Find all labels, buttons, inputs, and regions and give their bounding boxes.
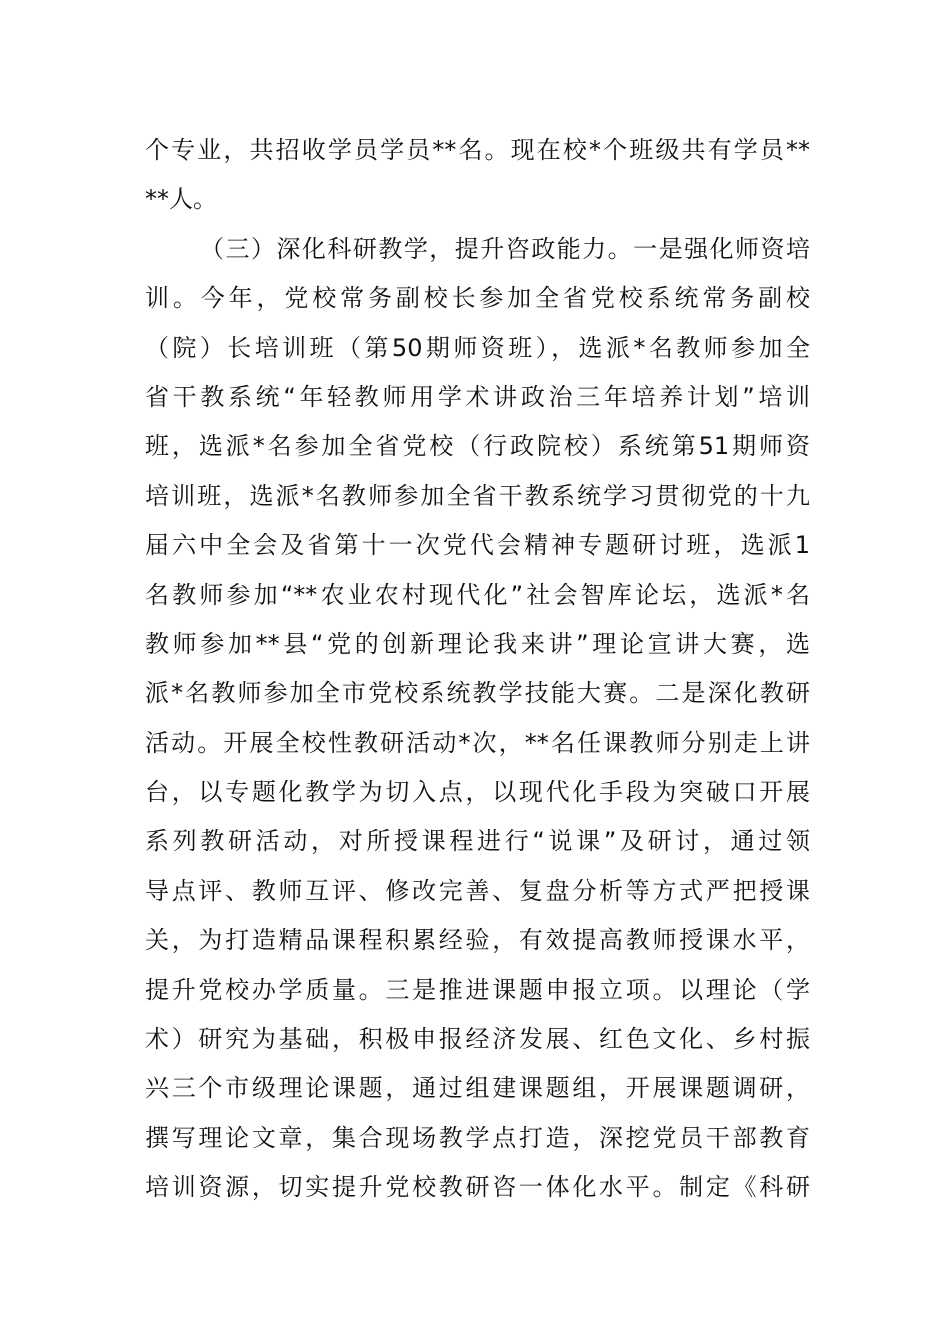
text-line: （院）长培训班（第50期师资班），选派*名教师参加全 (145, 333, 810, 362)
text-line: 提升党校办学质量。三是推进课题申报立项。以理论（学 (145, 975, 810, 1004)
text-line: 班，选派*名参加全省党校（行政院校）系统第51期师资 (145, 432, 810, 461)
text-line: 导点评、教师互评、修改完善、复盘分析等方式严把授课 (145, 876, 810, 905)
section-heading-line: （三）深化科研教学，提升咨政能力。一是强化师资培 (200, 234, 810, 263)
text-line: 关，为打造精品课程积累经验，有效提高教师授课水平， (145, 926, 810, 955)
text-line: 教师参加**县“党的创新理论我来讲”理论宣讲大赛，选 (145, 629, 810, 658)
text-line: 台，以专题化教学为切入点，以现代化手段为突破口开展 (145, 778, 810, 807)
text-line: 活动。开展全校性教研活动*次，**名任课教师分别走上讲 (145, 728, 810, 757)
text-line: 培训资源，切实提升党校教研咨一体化水平。制定《科研 (145, 1173, 810, 1202)
text-line: 名教师参加“**农业农村现代化”社会智库论坛，选派*名 (145, 580, 810, 609)
text-line: 兴三个市级理论课题，通过组建课题组，开展课题调研， (145, 1074, 810, 1103)
text-line: 系列教研活动，对所授课程进行“说课”及研讨，通过领 (145, 827, 810, 856)
text-line: 术）研究为基础，积极申报经济发展、红色文化、乡村振 (145, 1025, 810, 1054)
text-line: 届六中全会及省第十一次党代会精神专题研讨班，选派1 (145, 531, 810, 560)
text-line: 训。今年，党校常务副校长参加全省党校系统常务副校 (145, 284, 810, 313)
text-line: 派*名教师参加全市党校系统教学技能大赛。二是深化教研 (145, 679, 810, 708)
text-line: 个专业，共招收学员学员**名。现在校*个班级共有学员** (145, 136, 810, 164)
text-line: **人。 (145, 185, 217, 214)
document-body (145, 128, 810, 1215)
text-line: 培训班，选派*名教师参加全省干教系统学习贯彻党的十九 (145, 481, 810, 510)
text-line: 省干教系统“年轻教师用学术讲政治三年培养计划”培训 (145, 382, 810, 411)
text-line: 撰写理论文章，集合现场教学点打造，深挖党员干部教育 (145, 1123, 810, 1152)
